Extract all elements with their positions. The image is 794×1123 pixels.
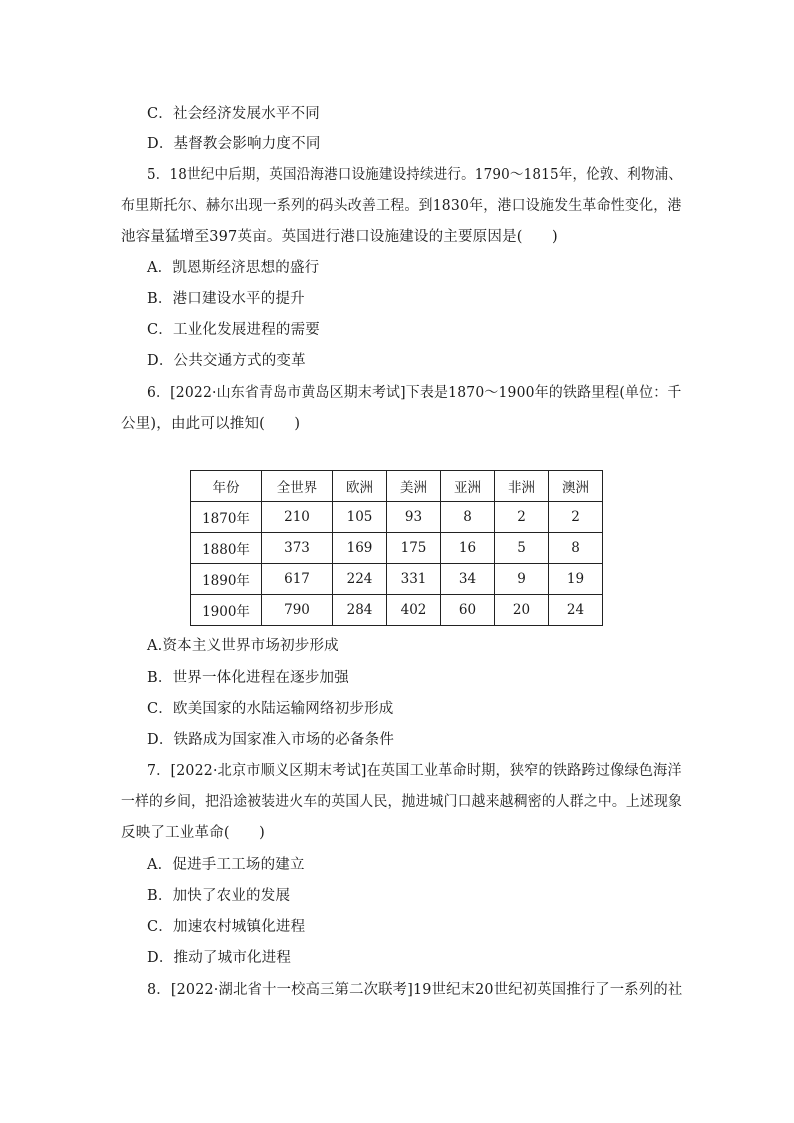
q5-option-c: [147, 320, 320, 340]
table-cell: 1890年: [191, 564, 262, 595]
header-europe: 欧洲: [333, 471, 387, 502]
table-cell: 24: [549, 595, 603, 626]
q5-option-d: [147, 351, 306, 371]
option-text: 公共交通方式的变革: [173, 353, 306, 369]
table-row: [191, 595, 603, 626]
header-asia: 亚洲: [441, 471, 495, 502]
option-text: 资本主义世界市场初步形成: [162, 638, 339, 654]
option-text: 世界一体化进程在逐步加强: [172, 670, 349, 686]
option-letter: C．: [147, 919, 173, 935]
header-oceania: 澳洲: [549, 471, 603, 502]
option-text: 港口建设水平的提升: [172, 291, 305, 307]
option-letter: C．: [147, 106, 173, 122]
table-cell: 19: [549, 564, 603, 595]
table-cell: 34: [441, 564, 495, 595]
header-world: 全世界: [262, 471, 333, 502]
q6-option-d: [147, 730, 394, 750]
q7-option-d: [147, 948, 291, 968]
option-letter: A.: [147, 638, 163, 654]
q5-option-b: [147, 289, 305, 309]
option-letter: D．: [147, 732, 174, 748]
table-cell: 790: [262, 595, 333, 626]
table-cell: 2: [495, 502, 549, 533]
table-cell: 5: [495, 533, 549, 564]
table-cell: 105: [333, 502, 387, 533]
table-cell: 2: [549, 502, 603, 533]
table-cell: 331: [387, 564, 441, 595]
q5-stem-line-3: 池容量猛增至397英亩。英国进行港口设施建设的主要原因是( ): [121, 229, 558, 245]
table-cell: 169: [333, 533, 387, 564]
q5-option-a: [147, 258, 319, 278]
table-cell: 8: [441, 502, 495, 533]
q7-option-a: [147, 855, 305, 875]
table-row: [191, 564, 603, 595]
option-letter: C．: [147, 701, 173, 717]
table-row: [191, 533, 603, 564]
table-row: [191, 502, 603, 533]
table-cell: 402: [387, 595, 441, 626]
option-d-prev: [147, 134, 321, 154]
option-text: 基督教会影响力度不同: [173, 136, 321, 152]
option-text: 加快了农业的发展: [172, 888, 291, 904]
option-letter: D．: [147, 950, 174, 966]
table-cell: 20: [495, 595, 549, 626]
q7-stem-line-2: 一样的乡间，把沿途被装进火车的英国人民，抛进城门口越来越稠密的人群之中。上述现象: [121, 794, 683, 810]
header-year: 年份: [191, 471, 262, 502]
q8-stem-line-1: 8．[2022·湖北省十一校高三第二次联考]19世纪末20世纪初英国推行了一系列的社: [147, 982, 683, 998]
table-cell: 8: [549, 533, 603, 564]
option-letter: B．: [147, 670, 173, 686]
option-c-prev: [147, 104, 320, 124]
table-cell: 224: [333, 564, 387, 595]
option-letter: D．: [147, 136, 174, 152]
q7-stem-line-1: 7．[2022·北京市顺义区期末考试]在英国工业革命时期，狭窄的铁路跨过像绿色海洋: [147, 763, 682, 779]
railway-mileage-table: [190, 470, 603, 626]
option-text: 凯恩斯经济思想的盛行: [172, 260, 320, 276]
q7-stem-line-3: 反映了工业革命( ): [121, 825, 266, 841]
table-cell: 1900年: [191, 595, 262, 626]
option-letter: B．: [147, 291, 173, 307]
option-text: 工业化发展进程的需要: [173, 322, 320, 338]
option-letter: D．: [147, 353, 174, 369]
option-letter: A．: [147, 857, 173, 873]
q7-option-c: [147, 917, 305, 937]
table-header-row: [191, 471, 603, 502]
q5-stem-line-1: 5．18世纪中后期，英国沿海港口设施建设持续进行。1790～1815年，伦敦、利物浦、: [147, 167, 683, 183]
table-cell: 1880年: [191, 533, 262, 564]
q6-stem-line-2: 公里)，由此可以推知( ): [121, 416, 301, 432]
table-cell: 93: [387, 502, 441, 533]
q6-stem-line-1: 6．[2022·山东省青岛市黄岛区期末考试]下表是1870～1900年的铁路里程(单位：千: [147, 385, 682, 401]
option-letter: B．: [147, 888, 173, 904]
option-letter: A．: [147, 260, 173, 276]
option-text: 欧美国家的水陆运输网络初步形成: [173, 701, 394, 717]
table-cell: 617: [262, 564, 333, 595]
q6-option-a: [147, 636, 339, 656]
option-text: 推动了城市化进程: [173, 950, 292, 966]
option-letter: C．: [147, 322, 173, 338]
header-africa: 非洲: [495, 471, 549, 502]
table-cell: 210: [262, 502, 333, 533]
header-america: 美洲: [387, 471, 441, 502]
table-cell: 60: [441, 595, 495, 626]
option-text: 社会经济发展水平不同: [173, 106, 320, 122]
table-cell: 1870年: [191, 502, 262, 533]
table-cell: 284: [333, 595, 387, 626]
option-text: 铁路成为国家准入市场的必备条件: [173, 732, 395, 748]
option-text: 促进手工工场的建立: [172, 857, 305, 873]
table-cell: 9: [495, 564, 549, 595]
q5-stem-line-2: 布里斯托尔、赫尔出现一系列的码头改善工程。到1830年，港口设施发生革命性变化，港: [121, 198, 682, 214]
q6-option-c: [147, 699, 394, 719]
table-cell: 373: [262, 533, 333, 564]
table-cell: 175: [387, 533, 441, 564]
q6-option-b: [147, 668, 349, 688]
table-cell: 16: [441, 533, 495, 564]
q7-option-b: [147, 886, 290, 906]
option-text: 加速农村城镇化进程: [173, 919, 306, 935]
